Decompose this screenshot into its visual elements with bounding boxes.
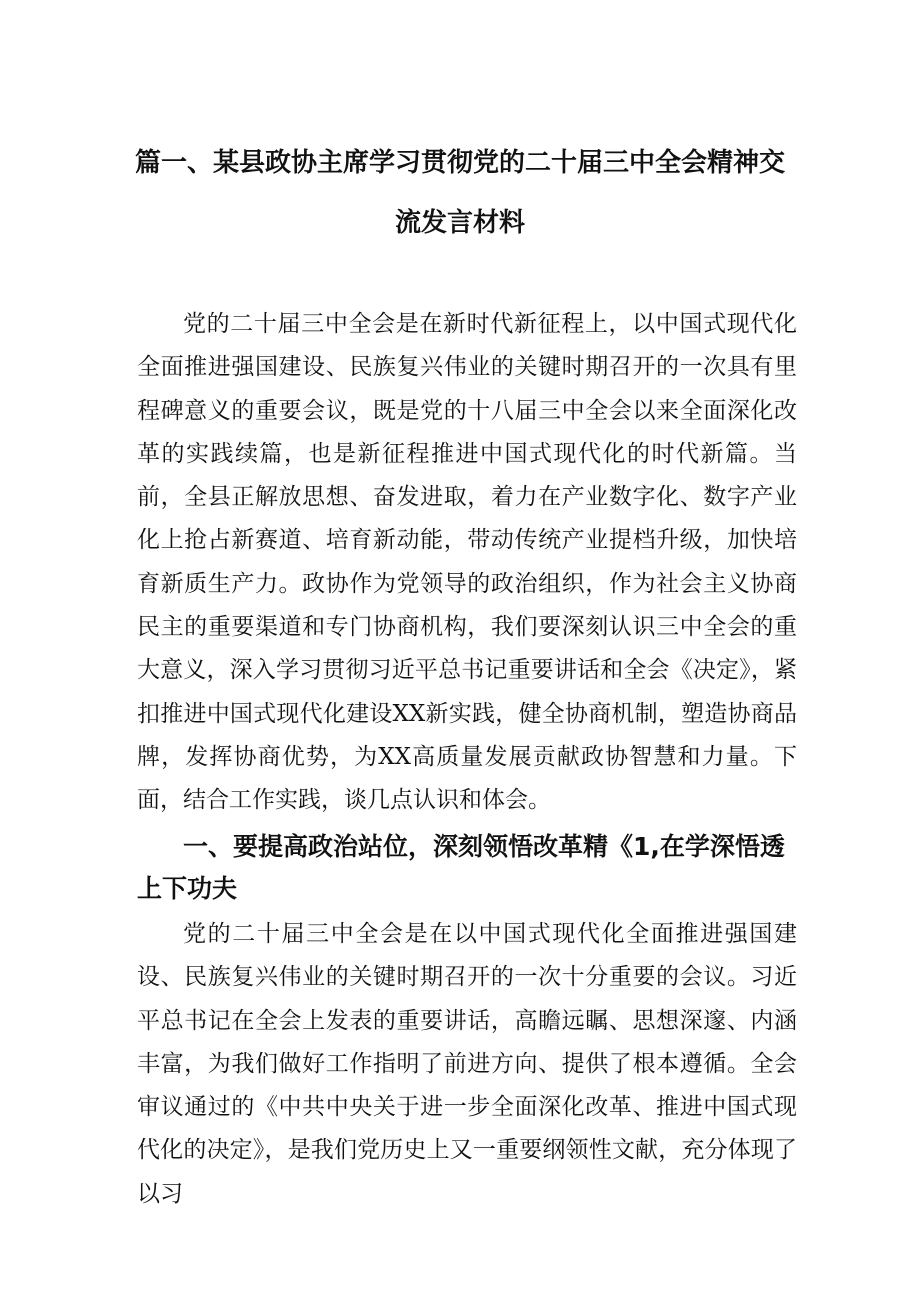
section-heading-1: 一、要提高政治站位，深刻领悟改革精《1,在学深悟透上下功夫: [137, 832, 785, 903]
document-title-line-2: 流发言材料: [394, 208, 525, 238]
body-paragraph-2: 党的二十届三中全会是在以中国式现代化全面推进强国建设、民族复兴伟业的关键时期召开的一次十分重要的会议。习近平总书记在全会上发表的重要讲话，高瞻远瞩、思想深邃、内涵丰富，为我们做好工作指明了前进方向、提供了根本遵循。全会审议通过的《中共中央关于进一步全面深化改革、推进中国式现代化的决定》，是我们党历史上又一重要纲领性文献，充分体现了以习: [137, 921, 797, 1207]
body-paragraph-1: 党的二十届三中全会是在新时代新征程上，以中国式现代化全面推进强国建设、民族复兴伟业的关键时期召开的一次具有里程碑意义的重要会议，既是党的十八届三中全会以来全面深化改革的实践续篇，也是新征程推进中国式现代化的时代新篇。当前，全县正解放思想、奋发进取，着力在产业数字化、数字产业化上抢占新赛道、培育新动能，带动传统产业提档升级，加快培育新质生产力。政协作为党领导的政治组织，作为社会主义协商民主的重要渠道和专门协商机构，我们要深刻认识三中全会的重大意义，深入学习贯彻习近平总书记重要讲话和全会《决定》，紧扣推进中国式现代化建设XX新实践，健全协商机制，塑造协商品牌，发挥协商优势，为XX高质量发展贡献政协智慧和力量。下面，结合工作实践，谈几点认识和体会。: [137, 311, 797, 814]
document-title-line-1: 篇一、某县政协主席学习贯彻党的二十届三中全会精神交: [134, 148, 785, 178]
